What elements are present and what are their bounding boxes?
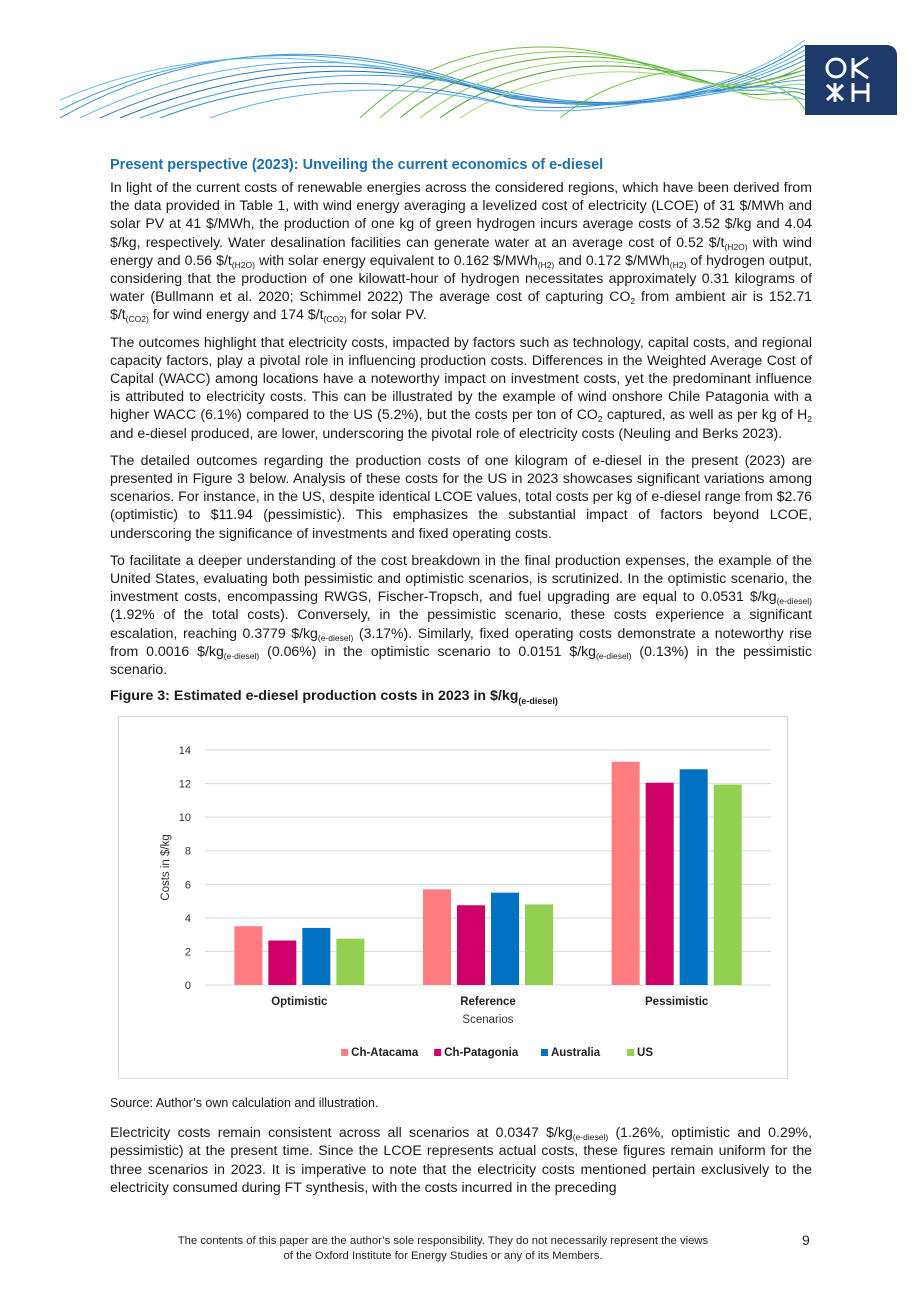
bar-ch-atacama [234, 926, 262, 985]
section-heading: Present perspective (2023): Unveiling the current economics of e-diesel [110, 157, 604, 173]
oies-logo-mark [823, 55, 879, 105]
y-axis-label: Costs in $/kg [160, 834, 172, 901]
paragraph-2: The outcomes highlight that electricity costs, impacted by factors such as technology, capital costs, and regional capacity factors, play a pivotal role in influencing production costs. Differences in the Weighted Average Cost of Capital (WACC) among locations have a noteworthy impact on investment costs, yet the predominant influence is attributed to electricity costs. This can be illustrated by the example of wind onshore Chile Patagonia with a higher WACC (6.1%) compared to the US (5.2%), but the costs per ton of $CO_2$ captured, as well as per kg of $H_2$ and e-diesel produced, are lower, underscoring the pivotal role of electricity costs (Neuling and Berks 2023). [110, 333, 812, 441]
x-axis-label: Scenarios [462, 1014, 514, 1027]
bar-ch-patagonia [646, 783, 674, 985]
paragraph-3: The detailed outcomes regarding the production costs of one kilogram of e-diesel in the present (2023) are presented in Figure 3 below. Analysis of these costs for the US in 2023 showcases significant variations among scenarios. For instance, in the US, despite identical LCOE values, total costs per kg of e-diesel range from $2.76 (optimistic) to $11.94 (pessimistic). This emphasizes the substantial impact of factors beyond LCOE, underscoring the significance of investments and fixed operating costs. [110, 451, 812, 541]
bar-australia [491, 893, 519, 985]
x-tick-label: Pessimistic [645, 996, 709, 1009]
bar-australia [302, 928, 330, 985]
paragraph-1: In light of the current costs of renewable energies across the considered regions, which have been derived from the data provided in Table 1, with wind energy averaging a levelized cost of electricity (LCOE) of 31 $/MWh and solar PV at 41 $/MWh, the production of one kg of green hydrogen incurs average costs of 3.52 $/kg and 4.04 $/kg, respectively. Water desalination facilities can generate water at an average cost of 0.52 $\$/t_{(H2O)}$ with wind energy and 0.56 $\$/t_{(H2O)}$ with solar energy equivalent to 0.162 $/MWh$_{(H2)}$ and 0.172 $/MWh$_{(H2)}$ of hydrogen output, considering that the production of one kilowatt-hour of hydrogen necessitates approximately 0.31 kilograms of water (Bullmann et al. 2020; Schimmel 2022) The average cost of capturing $CO_2$ from ambient air is 152.71 $\$/t_{(CO2)}$ for wind energy and 174 $\$/t_{(CO2)}$ for solar PV. [110, 179, 812, 325]
footer-disclaimer-line-2: of the Oxford Institute for Energy Studies or any of its Members. [283, 1249, 603, 1262]
y-tick-label: 12 [178, 778, 191, 791]
bar-us [714, 785, 742, 985]
page-header [0, 0, 920, 120]
page-number: 9 [802, 1232, 810, 1248]
bar-ch-patagonia [268, 941, 296, 985]
bar-ch-atacama [423, 889, 451, 985]
chart-canvas [119, 717, 789, 1080]
figure-source: Source: Author’s own calculation and illustration. [110, 1096, 379, 1111]
y-tick-label: 10 [178, 812, 191, 825]
legend-label: Ch-Atacama [351, 1047, 419, 1060]
legend-label: US [637, 1047, 654, 1060]
legend-swatch [627, 1049, 634, 1056]
bar-australia [680, 769, 708, 985]
y-tick-label: 14 [178, 745, 191, 758]
legend-swatch [434, 1049, 441, 1056]
y-tick-label: 8 [184, 845, 191, 858]
legend-swatch [541, 1049, 548, 1056]
main-content [110, 156, 812, 1205]
paragraph-4: To facilitate a deeper understanding of the cost breakdown in the final production expenses, the example of the United States, evaluating both pessimistic and optimistic scenarios, is scrutinized. In the optimistic scenario, the investment costs, encompassing RWGS, Fischer-Tropsch, and fuel upgrading are equal to 0.0531 $\$/kg_{(e-diesel)}$ (1.92% of the total costs). Conversely, in the pessimistic scenario, these costs experience a significant escalation, reaching 0.3779 $\$/kg_{(e-diesel)}$ (3.17%). Similarly, fixed operating costs demonstrate a noteworthy rise from 0.0016 $\$/kg_{(e-diesel)}$ (0.06%) in the optimistic scenario to 0.0151 $\$/kg_{(e-diesel)}$ (0.13%) in the pessimistic scenario. [110, 551, 812, 678]
x-tick-label: Reference [460, 996, 516, 1009]
y-tick-label: 2 [184, 946, 191, 959]
legend-label: Ch-Patagonia [444, 1047, 519, 1060]
paragraph-5: Electricity costs remain consistent across all scenarios at 0.0347 $\$/kg_{(e-diesel)}$ (1.26%, optimistic and 0.29%, pessimistic) at the present time. Since the LCOE represents actual costs, these figures remain uniform for the three scenarios in 2023. It is imperative to note that the electricity costs mentioned pertain exclusively to the electricity consumed during FT synthesis, with the costs incurred in the preceding [110, 1124, 812, 1195]
bar-us [336, 939, 364, 985]
legend-swatch [341, 1049, 348, 1056]
page-footer [150, 1234, 736, 1263]
y-tick-label: 0 [184, 980, 191, 993]
bar-us [525, 905, 553, 986]
figure-title: Figure 3: Estimated e-diesel production costs in 2023 in $\$/kg_{(e-diesel)}$ [110, 688, 558, 707]
bar-ch-atacama [612, 762, 640, 985]
x-tick-label: Optimistic [271, 996, 328, 1009]
header-wave-graphic [60, 40, 805, 118]
y-tick-label: 4 [184, 912, 191, 925]
y-tick-label: 6 [184, 879, 191, 892]
footer-disclaimer-line-1: The contents of this paper are the author’s sole responsibility. They do not necessarily represent the views [177, 1235, 709, 1247]
legend-label: Australia [550, 1047, 601, 1060]
bar-ch-patagonia [457, 905, 485, 985]
oies-logo [805, 45, 897, 115]
bar-chart [118, 716, 788, 1079]
